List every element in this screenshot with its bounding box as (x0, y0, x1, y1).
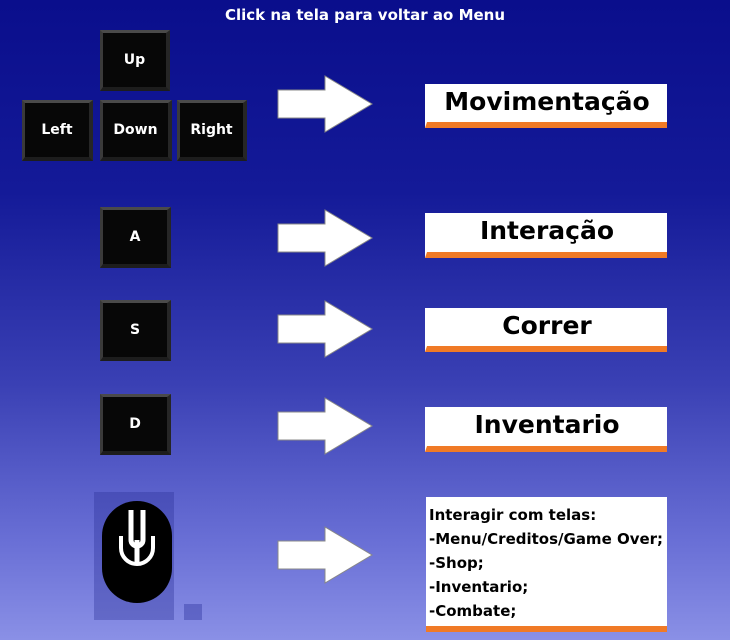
action-label-run (425, 308, 667, 352)
key-a-label: A (129, 229, 141, 245)
key-right-label: Right (190, 122, 233, 138)
action-inventory-text: Inventario (474, 410, 620, 439)
key-down-label: Down (113, 122, 158, 138)
key-s-label: S (129, 322, 141, 338)
key-up (100, 30, 170, 91)
mouse-info-line: -Combate; (429, 602, 517, 620)
key-left-label: Left (41, 122, 73, 138)
action-movement-text: Movimentação (444, 86, 650, 116)
action-label-inventory (425, 407, 667, 452)
mouse-info-line: -Shop; (429, 554, 484, 572)
action-interaction-text: Interação (479, 216, 615, 245)
key-a (100, 207, 171, 268)
mouse-info-line: Interagir com telas: (429, 506, 597, 524)
action-label-interaction (425, 213, 667, 258)
arrow-right-icon (276, 396, 374, 456)
mouse-backdrop-corner (184, 604, 202, 620)
key-up-label: Up (123, 52, 146, 68)
action-run-text: Correr (502, 310, 592, 340)
key-d (100, 394, 171, 455)
mouse-info-box (426, 497, 667, 632)
action-label-movement (425, 84, 667, 128)
arrow-right-icon (276, 299, 374, 359)
arrow-right-icon (276, 74, 374, 134)
mouse-info-line: -Menu/Creditos/Game Over; (429, 530, 664, 548)
key-down (100, 100, 172, 161)
key-right (177, 100, 247, 161)
arrow-right-icon (276, 208, 374, 268)
key-left (22, 100, 93, 161)
mouse-icon (101, 500, 173, 604)
arrow-right-icon (276, 525, 374, 585)
mouse-info-line: -Inventario; (429, 578, 529, 596)
key-d-label: D (129, 416, 141, 432)
key-s (100, 300, 171, 361)
back-to-menu-instruction[interactable]: Click na tela para voltar ao Menu (224, 6, 506, 24)
